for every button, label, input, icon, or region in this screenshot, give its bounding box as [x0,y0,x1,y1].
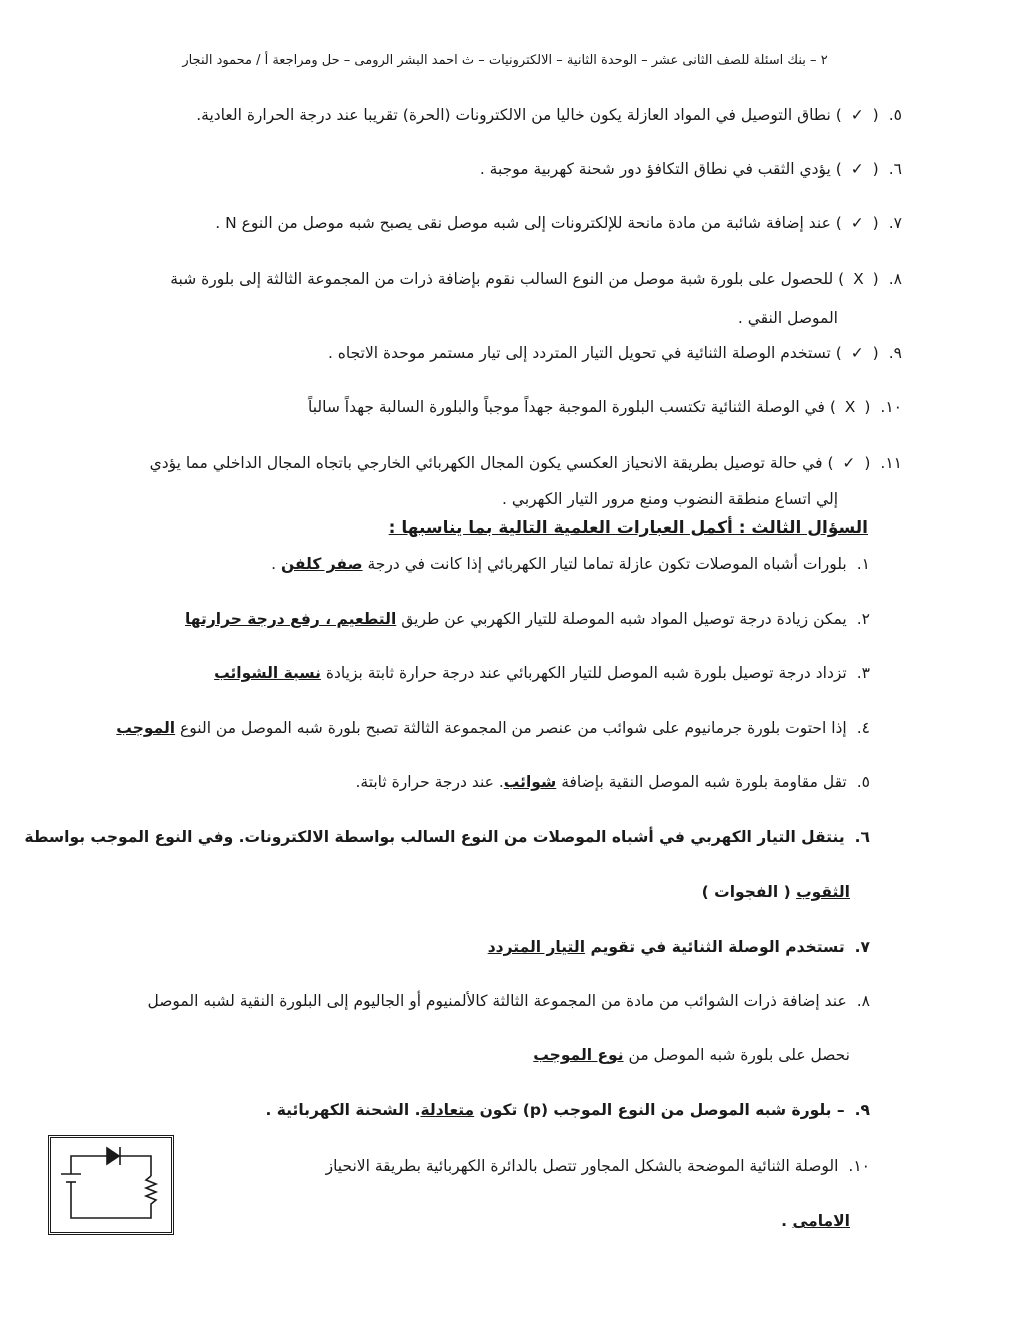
tf-item-6: ٦.( ✓ ) يؤدي الثقب في نطاق التكافؤ دور شحنة كهربية موجبة . [479,160,902,178]
wire-top-left [71,1156,107,1166]
fill-item-8: ٨.عند إضافة ذرات الشوائب من مادة من المجموعة الثالثة كالألمنيوم أو الجاليوم إلى البلورة النقية لشبه الموصل [147,992,870,1010]
fill-item-10: ١٠.الوصلة الثنائية الموضحة بالشكل المجاور تتصل بالدائرة الكهربائية بطريقة الانحياز [325,1157,870,1175]
fill-item-4: ٤.إذا احتوت بلورة جرمانيوم على شوائب من عنصر من المجموعة الثالثة تصبح بلورة شبه الموصل من النوع الموجب [116,719,870,737]
section-3-title: السؤال الثالث : أكمل العبارات العلمية التالية بما يناسبها : [388,518,868,538]
diode-circuit-figure [48,1135,174,1235]
tf-item-7: ٧.( ✓ ) عند إضافة شائبة من مادة مانحة للإلكترونات إلى شبه موصل نقى يصبح شبه موصل من النوع N . [215,214,902,232]
tf-item-11: ١١.( ✓ ) في حالة توصيل بطريقة الانحياز العكسي يكون المجال الكهربائي الخارجي باتجاه المجال الداخلي مما يؤدي [149,454,902,472]
page-header: ٢ – بنك اسئلة للصف الثانى عشر – الوحدة الثانية – الالكترونيات – ث احمد البشر الرومى – حل ومراجعة أ / محمود النجار [182,53,828,68]
fill-item-7: ٧.تستخدم الوصلة الثنائية في تقويم التيار المتردد [487,938,870,956]
fill-item-9: ٩.– بلورة شبه الموصل من النوع الموجب (p) تكون متعادلة. الشحنة الكهربائية . [265,1101,870,1119]
circuit-diagram [51,1138,171,1232]
fill-item-3: ٣.تزداد درجة توصيل بلورة شبه الموصل للتيار الكهربائي عند درجة حرارة ثابتة بزيادة نسبة الشوائب [214,664,870,682]
fill-item-1: ١.بلورات أشباه الموصلات تكون عازلة تماما لتيار الكهربائي إذا كانت في درجة صفر كلفن . [271,555,870,573]
fill-item-8-cont: نحصل على بلورة شبه الموصل من نوع الموجب [533,1046,850,1064]
fill-item-5: ٥.تقل مقاومة بلورة شبه الموصل النقية بإضافة شوائب. عند درجة حرارة ثابتة. [355,773,870,791]
fill-item-6-cont: الثقوب ( الفجوات ) [701,883,850,901]
resistor-icon [71,1176,156,1218]
tf-item-8: ٨.( X ) للحصول على بلورة شبة موصل من النوع السالب نقوم بإضافة ذرات من المجموعة الثالثة إلى بلورة شبة [170,270,902,288]
tf-item-8-cont: الموصل النقي . [737,309,838,327]
fill-item-10-cont: الامامى . [781,1212,850,1230]
wire-top-right [120,1156,151,1176]
fill-item-2: ٢.يمكن زيادة درجة توصيل المواد شبه الموصلة للتيار الكهربي عن طريق التطعيم ، رفع درجة حرارتها [184,610,870,628]
fill-item-6: ٦.ينتقل التيار الكهربي في أشباه الموصلات من النوع السالب بواسطة الالكترونات. وفي النوع الموجب بواسطة [24,828,870,846]
tf-item-9: ٩.( ✓ ) تستخدم الوصلة الثنائية في تحويل التيار المتردد إلى تيار مستمر موحدة الاتجاه . [327,344,902,362]
tf-item-5: ٥.( ✓ ) نطاق التوصيل في المواد العازلة يكون خاليا من الالكترونات (الحرة) تقريبا عند درجة الحرارة العادية. [196,106,902,124]
tf-item-10: ١٠.( X ) في الوصلة الثنائية تكتسب البلورة الموجبة جهداً موجباً والبلورة السالبة جهداً سالباً [308,398,902,416]
tf-item-11-cont: إلي اتساع منطقة النضوب ومنع مرور التيار الكهربي . [502,490,838,508]
diode-icon [107,1148,119,1164]
